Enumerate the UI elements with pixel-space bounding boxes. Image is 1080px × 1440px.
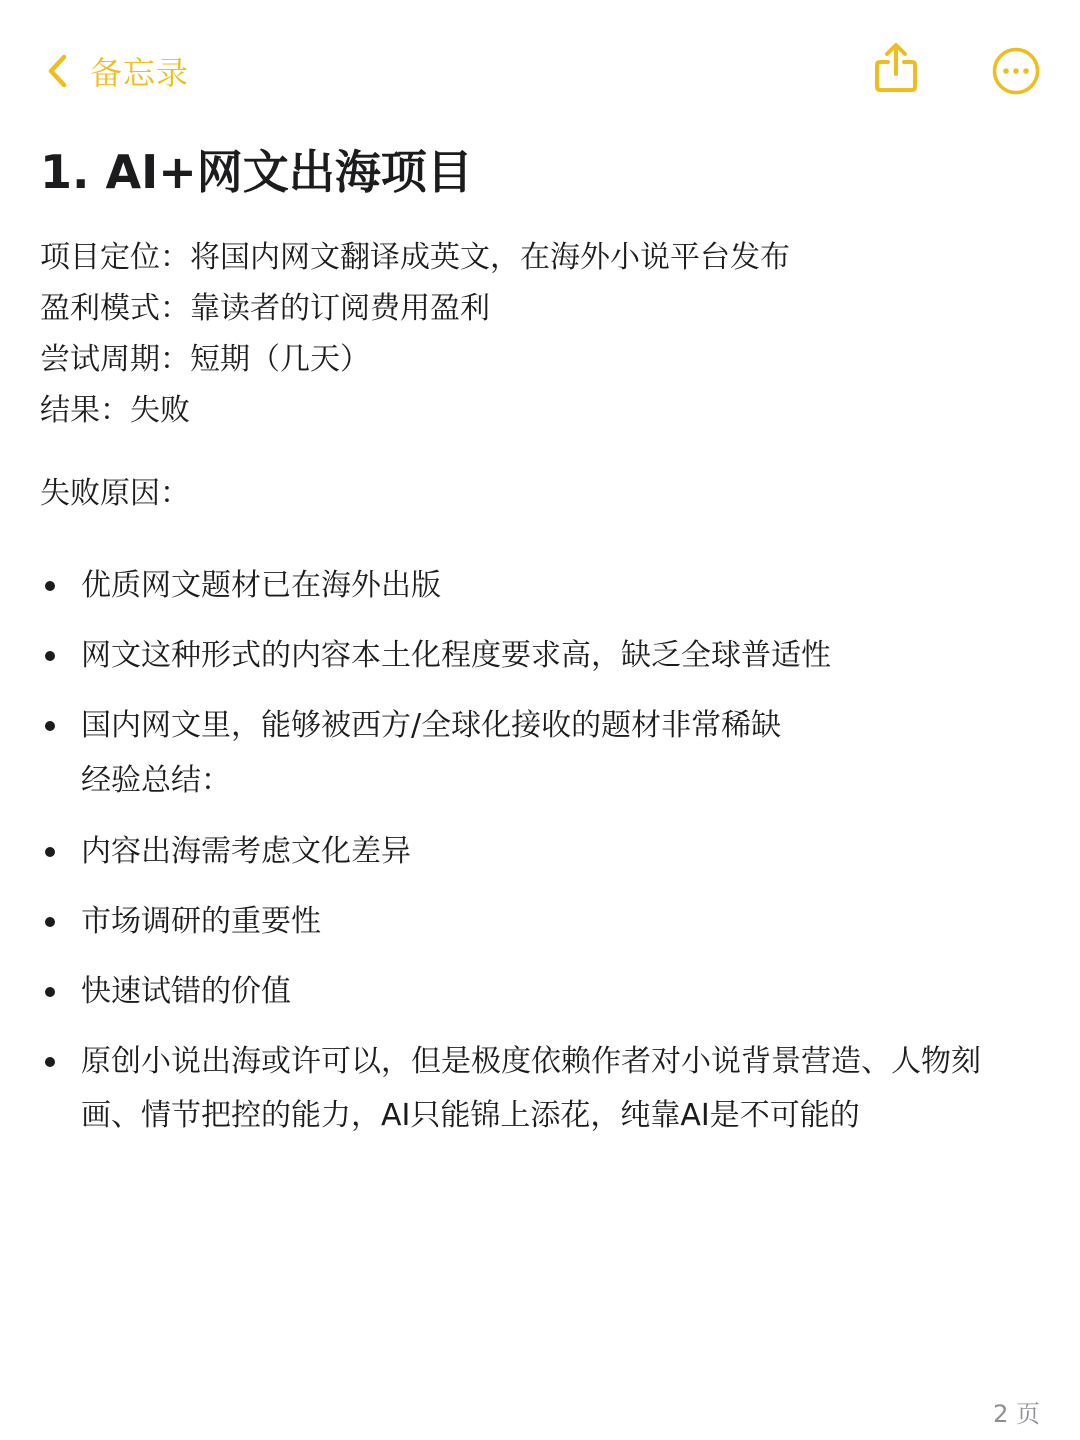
list-item-text: 内容出海需考虑文化差异 [81, 834, 411, 869]
list-item-text: 市场调研的重要性 [81, 904, 321, 939]
bullet-dot [45, 651, 55, 661]
chevron-left-icon [48, 54, 68, 88]
list-item [40, 629, 1040, 683]
bullet-dot [45, 581, 55, 591]
list-item-text: 原创小说出海或许可以，但是极度依赖作者对小说背景营造、人物刻画、情节把控的能力，AI只能锦上添花，纯靠AI是不可能的 [81, 1044, 981, 1133]
more-button[interactable] [991, 46, 1041, 96]
list-item [40, 699, 1040, 753]
bullet-dot [45, 721, 55, 731]
bullet-dot [45, 847, 55, 857]
back-label: 备忘录 [90, 54, 190, 92]
info-line-revenue-model: 盈利模式：靠读者的订阅费用盈利 [40, 291, 490, 326]
navigation-bar [0, 0, 1080, 140]
more-icon [991, 81, 1041, 100]
list-item-text: 国内网文里，能够被西方/全球化接收的题材非常稀缺 [81, 708, 782, 743]
list-item-text: 快速试错的价值 [81, 974, 291, 1009]
list-item [40, 965, 1040, 1019]
share-icon [872, 79, 920, 98]
info-line-positioning: 项目定位：将国内网文翻译成英文，在海外小说平台发布 [40, 240, 790, 275]
project-info [40, 232, 790, 436]
bullet-dot [45, 987, 55, 997]
share-button[interactable] [872, 42, 920, 94]
info-line-trial-period: 尝试周期：短期（几天） [40, 342, 370, 377]
bullet-dot [45, 917, 55, 927]
failure-reasons-label: 失败原因： [40, 476, 190, 511]
list-item [40, 559, 1040, 613]
note-title: 1. AI+网文出海项目 [40, 145, 473, 199]
info-line-result: 结果：失败 [40, 393, 190, 428]
page-indicator: 2 页 [993, 1400, 1040, 1428]
summary-label: 经验总结： [81, 763, 231, 798]
list-item-text: 网文这种形式的内容本土化程度要求高，缺乏全球普适性 [81, 638, 831, 673]
list-item [40, 825, 1040, 879]
list-item [40, 895, 1040, 949]
bullet-dot [45, 1057, 55, 1067]
list-item-text: 优质网文题材已在海外出版 [81, 568, 441, 603]
list-item [40, 1035, 1040, 1143]
back-button[interactable] [48, 46, 189, 96]
